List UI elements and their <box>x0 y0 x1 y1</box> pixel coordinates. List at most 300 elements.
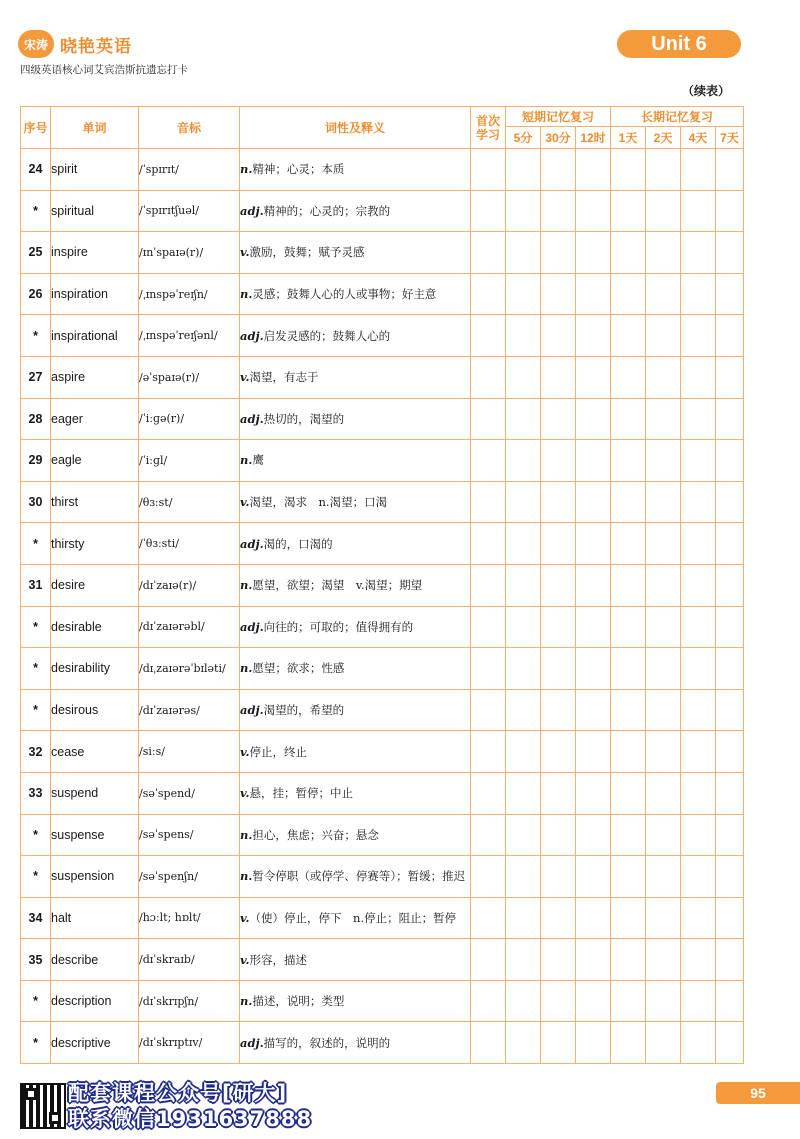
row-word: eagle <box>51 440 139 482</box>
review-checkbox-cell[interactable] <box>576 731 611 773</box>
review-checkbox-cell[interactable] <box>506 856 541 898</box>
review-checkbox-cell[interactable] <box>681 523 716 565</box>
table-row <box>21 149 744 191</box>
row-meaning <box>240 232 471 274</box>
review-checkbox-cell[interactable] <box>576 232 611 274</box>
review-checkbox-cell[interactable] <box>611 356 646 398</box>
review-checkbox-cell[interactable] <box>646 481 681 523</box>
part-of-speech: n. <box>240 287 253 302</box>
review-checkbox-cell[interactable] <box>646 356 681 398</box>
header-4day: 4天 <box>681 127 716 149</box>
review-checkbox-cell[interactable] <box>541 731 576 773</box>
review-checkbox-cell[interactable] <box>681 772 716 814</box>
definition-text: 描写的，叙述的，说明的 <box>263 1035 391 1050</box>
review-checkbox-cell[interactable] <box>646 398 681 440</box>
review-checkbox-cell[interactable] <box>506 939 541 981</box>
definition-text: 启发灵感的；鼓舞人心的 <box>263 328 391 343</box>
review-checkbox-cell[interactable] <box>716 814 744 856</box>
review-checkbox-cell[interactable] <box>716 523 744 565</box>
table-row <box>21 398 744 440</box>
row-meaning <box>240 190 471 232</box>
header-5min: 5分 <box>506 127 541 149</box>
definition-text: 渴望，有志于 <box>249 370 319 385</box>
row-meaning <box>240 273 471 315</box>
part-of-speech: adj. <box>240 1035 264 1050</box>
promo-line-1: 配套课程公众号[研大] <box>68 1081 288 1105</box>
review-checkbox-cell[interactable] <box>506 481 541 523</box>
review-checkbox-cell[interactable] <box>541 481 576 523</box>
row-meaning <box>240 564 471 606</box>
row-meaning <box>240 315 471 357</box>
review-checkbox-cell[interactable] <box>716 689 744 731</box>
row-ipa: /dɪˈskrɪpʃn/ <box>139 980 240 1022</box>
row-ipa: /səˈspens/ <box>139 814 240 856</box>
review-checkbox-cell[interactable] <box>471 980 506 1022</box>
review-checkbox-cell[interactable] <box>681 273 716 315</box>
review-checkbox-cell[interactable] <box>541 190 576 232</box>
review-checkbox-cell[interactable] <box>611 897 646 939</box>
definition-text: 描述，说明；类型 <box>252 994 345 1009</box>
review-checkbox-cell[interactable] <box>541 856 576 898</box>
definition-text: 激励，鼓舞；赋予灵感 <box>249 245 365 260</box>
review-checkbox-cell[interactable] <box>541 356 576 398</box>
review-checkbox-cell[interactable] <box>716 356 744 398</box>
review-checkbox-cell[interactable] <box>471 315 506 357</box>
row-word: inspire <box>51 232 139 274</box>
row-ipa: /səˈspend/ <box>139 772 240 814</box>
review-checkbox-cell[interactable] <box>576 980 611 1022</box>
review-checkbox-cell[interactable] <box>681 856 716 898</box>
review-checkbox-cell[interactable] <box>471 481 506 523</box>
row-ipa: /θɜːst/ <box>139 481 240 523</box>
review-checkbox-cell[interactable] <box>506 1022 541 1064</box>
row-word: cease <box>51 731 139 773</box>
header-2day: 2天 <box>646 127 681 149</box>
review-checkbox-cell[interactable] <box>681 731 716 773</box>
review-checkbox-cell[interactable] <box>681 606 716 648</box>
review-checkbox-cell[interactable] <box>716 149 744 191</box>
review-checkbox-cell[interactable] <box>716 1022 744 1064</box>
review-checkbox-cell[interactable] <box>646 897 681 939</box>
review-checkbox-cell[interactable] <box>611 398 646 440</box>
row-number: 32 <box>21 731 51 773</box>
row-ipa: /dɪˌzaɪərəˈbɪləti/ <box>139 648 240 690</box>
review-checkbox-cell[interactable] <box>646 190 681 232</box>
row-number: 31 <box>21 564 51 606</box>
review-checkbox-cell[interactable] <box>541 232 576 274</box>
definition-text: 渴望的，希望的 <box>263 703 345 718</box>
review-checkbox-cell[interactable] <box>646 689 681 731</box>
review-checkbox-cell[interactable] <box>716 190 744 232</box>
table-row <box>21 980 744 1022</box>
table-row <box>21 772 744 814</box>
review-checkbox-cell[interactable] <box>471 232 506 274</box>
review-checkbox-cell[interactable] <box>576 897 611 939</box>
review-checkbox-cell[interactable] <box>681 939 716 981</box>
review-checkbox-cell[interactable] <box>681 149 716 191</box>
review-checkbox-cell[interactable] <box>611 606 646 648</box>
review-checkbox-cell[interactable] <box>611 564 646 606</box>
review-checkbox-cell[interactable] <box>576 356 611 398</box>
review-checkbox-cell[interactable] <box>611 481 646 523</box>
review-checkbox-cell[interactable] <box>541 564 576 606</box>
review-checkbox-cell[interactable] <box>646 564 681 606</box>
header-ipa: 音标 <box>139 107 240 149</box>
row-meaning <box>240 523 471 565</box>
header-meaning: 词性及释义 <box>240 107 471 149</box>
part-of-speech: v. <box>240 744 250 759</box>
review-checkbox-cell[interactable] <box>576 1022 611 1064</box>
review-checkbox-cell[interactable] <box>506 273 541 315</box>
review-checkbox-cell[interactable] <box>471 606 506 648</box>
review-checkbox-cell[interactable] <box>541 273 576 315</box>
part-of-speech: adj. <box>240 536 264 551</box>
review-checkbox-cell[interactable] <box>716 481 744 523</box>
table-row <box>21 273 744 315</box>
review-checkbox-cell[interactable] <box>716 564 744 606</box>
table-row <box>21 939 744 981</box>
review-checkbox-cell[interactable] <box>681 232 716 274</box>
review-checkbox-cell[interactable] <box>471 731 506 773</box>
row-meaning <box>240 897 471 939</box>
row-ipa: /ˈspɪrɪt/ <box>139 149 240 191</box>
review-checkbox-cell[interactable] <box>471 1022 506 1064</box>
row-meaning <box>240 440 471 482</box>
definition-text: 悬，挂；暂停；中止 <box>249 786 354 801</box>
row-meaning <box>240 398 471 440</box>
review-checkbox-cell[interactable] <box>646 523 681 565</box>
review-checkbox-cell[interactable] <box>681 315 716 357</box>
part-of-speech: v. <box>240 952 250 967</box>
review-checkbox-cell[interactable] <box>506 149 541 191</box>
table-row <box>21 897 744 939</box>
review-checkbox-cell[interactable] <box>716 772 744 814</box>
continued-label: （续表） <box>682 84 731 98</box>
row-ipa: /dɪˈzaɪərəs/ <box>139 689 240 731</box>
review-checkbox-cell[interactable] <box>506 190 541 232</box>
part-of-speech: adj. <box>240 203 264 218</box>
row-number: 35 <box>21 939 51 981</box>
row-ipa: /ˌɪnspəˈreɪʃn/ <box>139 273 240 315</box>
review-checkbox-cell[interactable] <box>576 481 611 523</box>
review-checkbox-cell[interactable] <box>506 648 541 690</box>
review-checkbox-cell[interactable] <box>611 939 646 981</box>
review-checkbox-cell[interactable] <box>646 273 681 315</box>
part-of-speech: n. <box>240 827 253 842</box>
review-checkbox-cell[interactable] <box>646 980 681 1022</box>
table-row <box>21 190 744 232</box>
review-checkbox-cell[interactable] <box>646 731 681 773</box>
review-checkbox-cell[interactable] <box>506 606 541 648</box>
review-checkbox-cell[interactable] <box>471 648 506 690</box>
review-checkbox-cell[interactable] <box>681 190 716 232</box>
table-row <box>21 440 744 482</box>
review-checkbox-cell[interactable] <box>576 315 611 357</box>
review-checkbox-cell[interactable] <box>681 1022 716 1064</box>
definition-text: 渴的，口渴的 <box>263 536 333 551</box>
review-checkbox-cell[interactable] <box>576 564 611 606</box>
review-checkbox-cell[interactable] <box>681 440 716 482</box>
row-number: 34 <box>21 897 51 939</box>
review-checkbox-cell[interactable] <box>611 523 646 565</box>
review-checkbox-cell[interactable] <box>506 897 541 939</box>
table-row <box>21 731 744 773</box>
review-checkbox-cell[interactable] <box>506 814 541 856</box>
row-meaning <box>240 356 471 398</box>
review-checkbox-cell[interactable] <box>716 606 744 648</box>
review-checkbox-cell[interactable] <box>506 398 541 440</box>
review-checkbox-cell[interactable] <box>611 273 646 315</box>
row-number: * <box>21 606 51 648</box>
definition-text: 灵感；鼓舞人心的人或事物；好主意 <box>252 287 437 302</box>
review-checkbox-cell[interactable] <box>506 980 541 1022</box>
table-row <box>21 856 744 898</box>
review-checkbox-cell[interactable] <box>681 897 716 939</box>
row-word: aspire <box>51 356 139 398</box>
review-checkbox-cell[interactable] <box>471 398 506 440</box>
row-ipa: /dɪˈskrɪptɪv/ <box>139 1022 240 1064</box>
review-checkbox-cell[interactable] <box>471 190 506 232</box>
promo-watermark <box>68 1080 312 1132</box>
row-ipa: /əˈspaɪə(r)/ <box>139 356 240 398</box>
review-checkbox-cell[interactable] <box>611 315 646 357</box>
review-checkbox-cell[interactable] <box>716 648 744 690</box>
review-checkbox-cell[interactable] <box>646 939 681 981</box>
row-number: 27 <box>21 356 51 398</box>
review-checkbox-cell[interactable] <box>471 939 506 981</box>
review-checkbox-cell[interactable] <box>646 315 681 357</box>
definition-text: （使）停止，停下 n.停止；阻止；暂停 <box>249 910 457 925</box>
review-checkbox-cell[interactable] <box>576 606 611 648</box>
review-checkbox-cell[interactable] <box>541 772 576 814</box>
row-word: eager <box>51 398 139 440</box>
review-checkbox-cell[interactable] <box>541 939 576 981</box>
review-checkbox-cell[interactable] <box>471 273 506 315</box>
row-word: suspend <box>51 772 139 814</box>
review-checkbox-cell[interactable] <box>471 149 506 191</box>
review-checkbox-cell[interactable] <box>716 856 744 898</box>
review-checkbox-cell[interactable] <box>646 232 681 274</box>
review-checkbox-cell[interactable] <box>506 232 541 274</box>
review-checkbox-cell[interactable] <box>576 398 611 440</box>
row-number: 28 <box>21 398 51 440</box>
review-checkbox-cell[interactable] <box>541 315 576 357</box>
row-ipa: /ˌɪnspəˈreɪʃənl/ <box>139 315 240 357</box>
review-checkbox-cell[interactable] <box>716 232 744 274</box>
review-checkbox-cell[interactable] <box>541 1022 576 1064</box>
review-checkbox-cell[interactable] <box>646 440 681 482</box>
review-checkbox-cell[interactable] <box>541 980 576 1022</box>
definition-text: 暂令停职（或停学、停赛等）；暂缓；推迟 <box>252 869 466 884</box>
review-checkbox-cell[interactable] <box>576 814 611 856</box>
review-checkbox-cell[interactable] <box>506 564 541 606</box>
row-ipa: /ˈspɪrɪtʃuəl/ <box>139 190 240 232</box>
row-word: desirability <box>51 648 139 690</box>
part-of-speech: v. <box>240 786 250 801</box>
table-row <box>21 648 744 690</box>
row-ipa: /ɪnˈspaɪə(r)/ <box>139 232 240 274</box>
review-checkbox-cell[interactable] <box>611 856 646 898</box>
row-number: 25 <box>21 232 51 274</box>
review-checkbox-cell[interactable] <box>716 897 744 939</box>
part-of-speech: n. <box>240 453 253 468</box>
table-row <box>21 1022 744 1064</box>
row-word: inspirational <box>51 315 139 357</box>
definition-text: 精神；心灵；本质 <box>252 162 345 177</box>
review-checkbox-cell[interactable] <box>716 315 744 357</box>
vocab-table <box>20 106 744 1064</box>
review-checkbox-cell[interactable] <box>471 856 506 898</box>
review-checkbox-cell[interactable] <box>506 689 541 731</box>
review-checkbox-cell[interactable] <box>646 772 681 814</box>
row-word: spiritual <box>51 190 139 232</box>
review-checkbox-cell[interactable] <box>681 356 716 398</box>
review-checkbox-cell[interactable] <box>611 648 646 690</box>
review-checkbox-cell[interactable] <box>506 315 541 357</box>
brand-name: 晓艳英语 <box>60 36 132 57</box>
review-checkbox-cell[interactable] <box>681 814 716 856</box>
review-checkbox-cell[interactable] <box>646 1022 681 1064</box>
row-ipa: /dɪˈskraɪb/ <box>139 939 240 981</box>
review-checkbox-cell[interactable] <box>681 648 716 690</box>
review-checkbox-cell[interactable] <box>646 814 681 856</box>
review-checkbox-cell[interactable] <box>611 149 646 191</box>
review-checkbox-cell[interactable] <box>611 440 646 482</box>
review-checkbox-cell[interactable] <box>541 523 576 565</box>
review-checkbox-cell[interactable] <box>611 772 646 814</box>
part-of-speech: v. <box>240 495 250 510</box>
header-long-term: 长期记忆复习 <box>611 107 744 127</box>
row-ipa: /səˈspenʃn/ <box>139 856 240 898</box>
row-word: inspiration <box>51 273 139 315</box>
review-checkbox-cell[interactable] <box>681 980 716 1022</box>
review-checkbox-cell[interactable] <box>576 190 611 232</box>
review-checkbox-cell[interactable] <box>506 731 541 773</box>
review-checkbox-cell[interactable] <box>716 273 744 315</box>
review-checkbox-cell[interactable] <box>681 481 716 523</box>
review-checkbox-cell[interactable] <box>541 398 576 440</box>
row-meaning <box>240 648 471 690</box>
table-row <box>21 606 744 648</box>
review-checkbox-cell[interactable] <box>646 648 681 690</box>
row-number: 29 <box>21 440 51 482</box>
review-checkbox-cell[interactable] <box>576 689 611 731</box>
review-checkbox-cell[interactable] <box>681 398 716 440</box>
review-checkbox-cell[interactable] <box>611 190 646 232</box>
row-word: suspension <box>51 856 139 898</box>
row-ipa: /dɪˈzaɪərəbl/ <box>139 606 240 648</box>
row-meaning <box>240 1022 471 1064</box>
review-checkbox-cell[interactable] <box>471 814 506 856</box>
part-of-speech: adj. <box>240 619 264 634</box>
row-number: * <box>21 856 51 898</box>
review-checkbox-cell[interactable] <box>611 814 646 856</box>
review-checkbox-cell[interactable] <box>576 648 611 690</box>
row-number: 33 <box>21 772 51 814</box>
review-checkbox-cell[interactable] <box>681 564 716 606</box>
table-row <box>21 523 744 565</box>
part-of-speech: adj. <box>240 411 264 426</box>
row-meaning <box>240 856 471 898</box>
review-checkbox-cell[interactable] <box>646 606 681 648</box>
review-checkbox-cell[interactable] <box>506 772 541 814</box>
review-checkbox-cell[interactable] <box>576 149 611 191</box>
review-checkbox-cell[interactable] <box>541 814 576 856</box>
review-checkbox-cell[interactable] <box>646 856 681 898</box>
review-checkbox-cell[interactable] <box>576 772 611 814</box>
review-checkbox-cell[interactable] <box>681 689 716 731</box>
review-checkbox-cell[interactable] <box>716 440 744 482</box>
review-checkbox-cell[interactable] <box>611 1022 646 1064</box>
row-meaning <box>240 481 471 523</box>
table-row <box>21 689 744 731</box>
row-meaning <box>240 939 471 981</box>
review-checkbox-cell[interactable] <box>471 897 506 939</box>
review-checkbox-cell[interactable] <box>576 440 611 482</box>
review-checkbox-cell[interactable] <box>506 440 541 482</box>
row-word: spirit <box>51 149 139 191</box>
review-checkbox-cell[interactable] <box>541 440 576 482</box>
review-checkbox-cell[interactable] <box>611 689 646 731</box>
review-checkbox-cell[interactable] <box>471 523 506 565</box>
definition-text: 担心，焦虑；兴奋；悬念 <box>252 827 379 842</box>
row-number: * <box>21 1022 51 1064</box>
review-checkbox-cell[interactable] <box>611 232 646 274</box>
review-checkbox-cell[interactable] <box>716 398 744 440</box>
header-first-study: 首次学习 <box>471 107 506 149</box>
table-row <box>21 232 744 274</box>
part-of-speech: n. <box>240 162 253 177</box>
review-checkbox-cell[interactable] <box>506 356 541 398</box>
review-checkbox-cell[interactable] <box>541 606 576 648</box>
review-checkbox-cell[interactable] <box>541 648 576 690</box>
review-checkbox-cell[interactable] <box>716 939 744 981</box>
row-meaning <box>240 980 471 1022</box>
part-of-speech: adj. <box>240 328 264 343</box>
review-checkbox-cell[interactable] <box>471 356 506 398</box>
review-checkbox-cell[interactable] <box>716 980 744 1022</box>
review-checkbox-cell[interactable] <box>541 689 576 731</box>
part-of-speech: n. <box>240 661 253 676</box>
review-checkbox-cell[interactable] <box>541 149 576 191</box>
review-checkbox-cell[interactable] <box>611 980 646 1022</box>
row-word: desirous <box>51 689 139 731</box>
review-checkbox-cell[interactable] <box>576 856 611 898</box>
review-checkbox-cell[interactable] <box>611 731 646 773</box>
row-word: describe <box>51 939 139 981</box>
review-checkbox-cell[interactable] <box>576 523 611 565</box>
row-word: thirsty <box>51 523 139 565</box>
row-ipa: /hɔːlt; hɒlt/ <box>139 897 240 939</box>
review-checkbox-cell[interactable] <box>471 772 506 814</box>
row-number: 24 <box>21 149 51 191</box>
review-checkbox-cell[interactable] <box>576 273 611 315</box>
review-checkbox-cell[interactable] <box>716 731 744 773</box>
review-checkbox-cell[interactable] <box>471 440 506 482</box>
table-row <box>21 481 744 523</box>
review-checkbox-cell[interactable] <box>506 523 541 565</box>
qr-code <box>20 1083 66 1129</box>
review-checkbox-cell[interactable] <box>471 564 506 606</box>
header-number: 序号 <box>21 107 51 149</box>
part-of-speech: v. <box>240 910 250 925</box>
part-of-speech: n. <box>240 578 253 593</box>
brand-logo: 宋涛 <box>18 30 54 58</box>
review-checkbox-cell[interactable] <box>576 939 611 981</box>
review-checkbox-cell[interactable] <box>646 149 681 191</box>
review-checkbox-cell[interactable] <box>471 689 506 731</box>
review-checkbox-cell[interactable] <box>541 897 576 939</box>
